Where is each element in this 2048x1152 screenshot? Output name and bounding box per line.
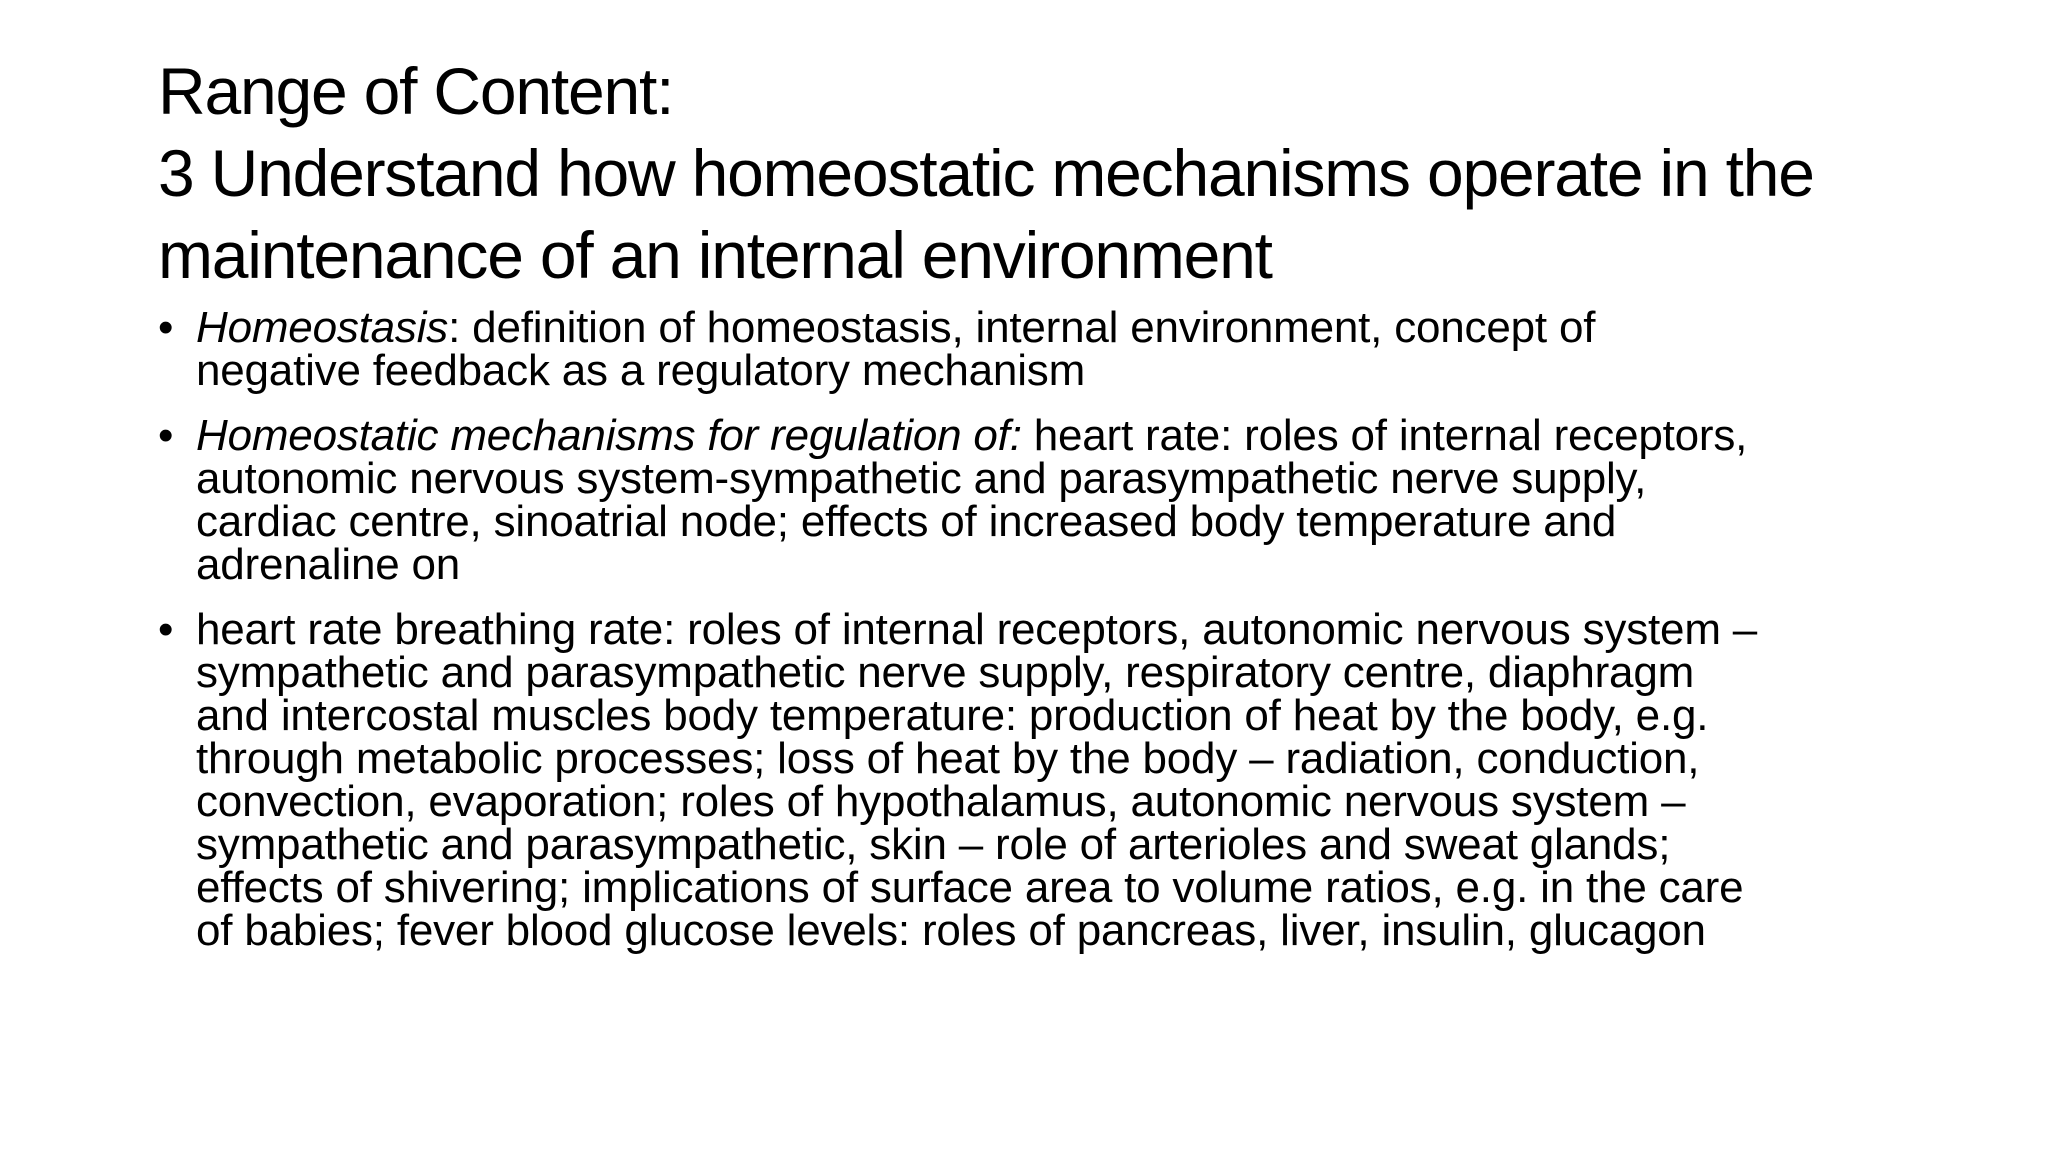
bullet-line-text: heart rate breathing rate: roles of internal receptors, autonomic nervous system –: [196, 605, 1758, 654]
bullet-item-mechanisms: [158, 411, 1918, 589]
bullet-line: of babies; fever blood glucose levels: roles of pancreas, liver, insulin, glucagon: [196, 906, 1706, 955]
bullet-line: negative feedback as a regulatory mechanism: [196, 346, 1086, 395]
bullet-text: [196, 303, 1918, 395]
slide-title: [158, 50, 1998, 296]
bullet-icon: •: [158, 605, 174, 654]
bullet-text: [196, 605, 1918, 955]
bullet-line: and intercostal muscles body temperature: production of heat by the body, e.g.: [196, 691, 1709, 740]
bullet-italic-heading: Homeostasis: [196, 303, 449, 352]
bullet-italic-heading: Homeostatic mechanisms for regulation of:: [196, 411, 1022, 460]
bullet-item-homeostasis: [158, 303, 1918, 395]
bullet-line: autonomic nervous system-sympathetic and parasympathetic nerve supply,: [196, 454, 1647, 503]
bullet-line: sympathetic and parasympathetic nerve supply, respiratory centre, diaphragm: [196, 648, 1695, 697]
title-line: maintenance of an internal environment: [158, 218, 1272, 292]
bullet-line: [196, 411, 1918, 460]
bullet-line: [196, 605, 1918, 654]
bullet-line: through metabolic processes; loss of heat by the body – radiation, conduction,: [196, 734, 1700, 783]
bullet-line: effects of shivering; implications of surface area to volume ratios, e.g. in the care: [196, 863, 1744, 912]
bullet-line: convection, evaporation; roles of hypothalamus, autonomic nervous system –: [196, 777, 1686, 826]
bullet-icon: •: [158, 303, 174, 352]
bullet-line-text: heart rate: roles of internal receptors,: [1021, 411, 1748, 460]
title-line: 3 Understand how homeostatic mechanisms operate in the: [158, 136, 1814, 210]
bullet-line: [196, 303, 1918, 352]
bullet-list: [158, 303, 1918, 974]
title-line: Range of Content:: [158, 54, 674, 128]
bullet-text: [196, 411, 1918, 589]
bullet-item-heart-rate: [158, 605, 1918, 955]
bullet-line-text: : definition of homeostasis, internal environment, concept of: [448, 303, 1596, 352]
bullet-line: cardiac centre, sinoatrial node; effects of increased body temperature and: [196, 497, 1617, 546]
bullet-icon: •: [158, 411, 174, 460]
bullet-line: adrenaline on: [196, 540, 461, 589]
bullet-line: sympathetic and parasympathetic, skin – role of arterioles and sweat glands;: [196, 820, 1671, 869]
